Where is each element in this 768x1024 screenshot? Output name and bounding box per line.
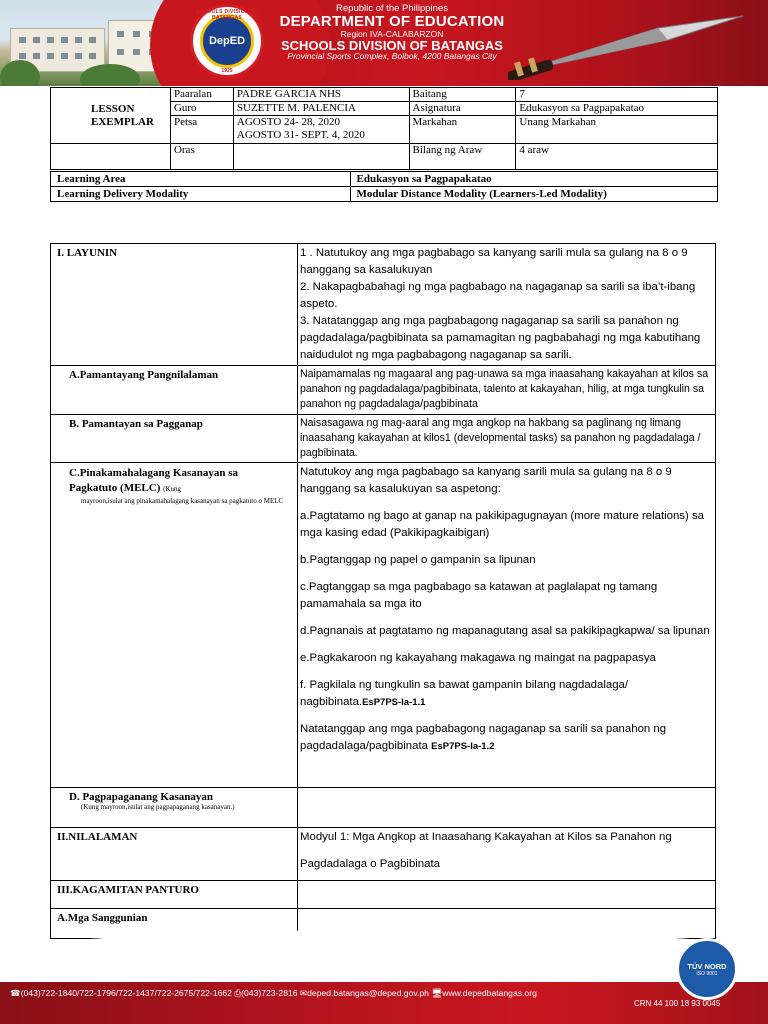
table-row	[51, 463, 716, 788]
tuv-nord-iso-badge	[676, 938, 738, 1000]
seal-year: 1925	[221, 68, 233, 74]
baitang-label: Baitang	[409, 88, 516, 102]
republic-text: Republic of the Philippines	[336, 3, 448, 14]
melc-item-f-text: f. Pagkilala ng tungkulin sa bawat gampanin bilang nagdadalaga/ nagbibinata.	[300, 679, 629, 708]
petsa-value	[233, 116, 409, 144]
footer-banner	[0, 930, 768, 1024]
melc-label: C.Pinakamahalagang Kasanayan sa Pagkatuto (MELC)	[69, 467, 239, 494]
division-title: SCHOOLS DIVISION OF BATANGAS	[281, 37, 503, 53]
melc-note: mayroon,isulat ang pinakamahalagang kasanayan sa pagkatuto o MELC	[81, 497, 284, 505]
melc-item-b: b.Pagtanggap ng papel o gampanin sa lipunan	[300, 554, 536, 566]
table-row	[51, 415, 716, 463]
melc-value	[298, 463, 716, 788]
layunin-item-3: 3. Natatanggap ang mga pagbabagong nagaganap sa sarili sa panahon ng pagdadalaga/pagbibinata sa pamamagitan ng pagbabahagi ng mga kabutihang naidudulot ng mga pagbabagong nagaganap sa sarili.	[300, 315, 701, 361]
melc-note-inline: (Kung	[163, 485, 181, 493]
tuv-badge-title: TÜV NORD	[687, 961, 727, 971]
learning-area-label: Learning Area	[51, 172, 351, 187]
header-text	[272, 4, 512, 61]
petsa-label: Petsa	[170, 116, 233, 144]
melc-intro: Natutukoy ang mga pagbabago sa kanyang sarili mula sa gulang na 8 o 9 hanggang sa kasalukuyan sa aspetong:	[300, 466, 672, 495]
melc-item-f	[300, 677, 713, 711]
markahan-value: Unang Markahan	[516, 116, 718, 144]
layunin-value	[298, 244, 716, 366]
table-row	[51, 881, 716, 909]
melc-code-1: EsP7PS-Ia-1.1	[362, 697, 426, 708]
division-address: Provincial Sports Complex, Bolbok, 4200 Batangas City	[287, 51, 497, 62]
crn-number: CRN 44 100 18 93 0045	[634, 999, 721, 1008]
melc-item-a: a.Pagtatamo ng bago at ganap na pakikipagugnayan (more mature relations) sa mga kasing edad (Pakikipagkaibigan)	[300, 510, 704, 539]
footer-contact-line: ☎(043)722-1840/722-1796/722-1437/722-2675/722-1662 ⎙(043)723-2816 ✉deped.batangas@deped.gov.ph 🖥www.depedbatangas.org	[10, 988, 537, 998]
nilalaman-line-2: Pagdadalaga o Pagbibinata	[300, 858, 440, 870]
asignatura-label: Asignatura	[409, 102, 516, 116]
pamantayang-pangnilalaman-label: A.Pamantayang Pangnilalaman	[51, 366, 298, 415]
asignatura-value: Edukasyon sa Pagpapakatao	[516, 102, 718, 116]
paaralan-label: Paaralan	[170, 88, 233, 102]
table-row	[51, 788, 716, 828]
table-row	[51, 366, 716, 415]
pagpapaganang-kasanayan-value	[298, 788, 716, 828]
pagpapaganang-kasanayan-label: D. Pagpapaganang Kasanayan	[69, 791, 213, 803]
oras-label: Oras	[170, 144, 233, 170]
nilalaman-line-1: Modyul 1: Mga Angkop at Inaasahang Kakayahan at Kilos sa Panahon ng	[300, 831, 672, 843]
melc-label-cell	[51, 463, 298, 788]
learning-area-value: Edukasyon sa Pagpapakatao	[350, 172, 717, 187]
delivery-modality-value: Modular Distance Modality (Learners-Led Modality)	[350, 187, 717, 202]
bolo-knife-icon	[508, 10, 748, 80]
layunin-item-1: 1 . Natutukoy ang mga pagbabago sa kanyang sarili mula sa gulang na 8 o 9 hanggang sa kasalukuyan	[300, 247, 688, 276]
layunin-label: I. LAYUNIN	[51, 244, 298, 366]
pamantayan-sa-pagganap-label: B. Pamantayan sa Pagganap	[51, 415, 298, 463]
region-text: Region IVA-CALABARZON	[340, 28, 444, 39]
seal-arc-text: SCHOOLS DIVISION OF BATANGAS	[195, 9, 259, 21]
mga-sanggunian-label: A.Mga Sanggunian	[51, 909, 298, 939]
petsa-value-line-2: AGOSTO 31- SEPT. 4, 2020	[236, 129, 365, 141]
bilang-ng-araw-label: Bilang ng Araw	[409, 144, 516, 170]
pamantayang-pangnilalaman-value: Naipamamalas ng magaaral ang pag-unawa sa mga inaasahang kakayahan at kilos sa panahon ng pagdadalaga/pagbibinata, talento at kakayahan, hilig, at mga tungkulin sa panahon ng pagdadalaga/pagbibinata	[298, 366, 716, 415]
table-row	[51, 244, 716, 366]
melc-item-c: c.Pagtanggap sa mga pagbabago sa katawan at paglalapat ng tamang pamamahala sa mga ito	[300, 581, 658, 610]
lesson-info-table	[50, 87, 718, 170]
pagpapaganang-kasanayan-cell	[51, 788, 298, 828]
tuv-badge-iso: ISO 9001	[696, 970, 718, 977]
oras-value	[233, 144, 409, 170]
department-title: DEPARTMENT OF EDUCATION	[279, 12, 505, 30]
delivery-modality-label: Learning Delivery Modality	[51, 187, 351, 202]
blank-cell	[51, 144, 171, 170]
bilang-ng-araw-value: 4 araw	[516, 144, 718, 170]
lesson-exemplar-title: LESSON EXEMPLAR	[51, 88, 171, 144]
learning-area-table	[50, 171, 718, 202]
pamantayan-sa-pagganap-value: Naisasagawa ng mag-aaral ang mga angkop na hakbang sa paglinang ng limang inaasahang kakayahan at kilos1 (developmental tasks) sa panahon ng pagdadalaga / pagbibinata.	[298, 415, 716, 463]
tree	[0, 60, 40, 86]
melc-item-e: e.Pagkakaroon ng kakayahang makagawa ng maingat na pagpapasya	[300, 652, 656, 664]
melc-code-2: EsP7PS-Ia-1.2	[431, 741, 495, 752]
tree	[80, 64, 140, 86]
melc-item-d: d.Pagnanais at pagtatamo ng mapanagutang asal sa pakikipagkapwa/ sa lipunan	[300, 625, 710, 637]
nilalaman-value	[298, 828, 716, 881]
layunin-item-2: 2. Nakapagbabahagi ng mga pagbabago na nagaganap sa sarili sa iba’t-ibang aspeto.	[300, 281, 696, 310]
header-banner	[0, 0, 768, 86]
melc-item-g	[300, 721, 713, 755]
lesson-plan-table	[50, 243, 716, 939]
deped-division-seal	[190, 4, 264, 78]
table-row	[51, 828, 716, 881]
baitang-value: 7	[516, 88, 718, 102]
kagamitan-panturo-value	[298, 881, 716, 909]
guro-value: SUZETTE M. PALENCIA	[233, 102, 409, 116]
petsa-value-line-1: AGOSTO 24- 28, 2020	[236, 116, 340, 128]
nilalaman-label: II.NILALAMAN	[51, 828, 298, 881]
markahan-label: Markahan	[409, 116, 516, 144]
seal-center: DepED	[200, 14, 254, 68]
kagamitan-panturo-label: III.KAGAMITAN PANTURO	[51, 881, 298, 909]
pagpapaganang-kasanayan-note: (Kung mayroon,isulat ang pagpapaganang kasanayan.)	[81, 803, 235, 811]
guro-label: Guro	[170, 102, 233, 116]
paaralan-value: PADRE GARCIA NHS	[233, 88, 409, 102]
melc-item-g-text: Natatanggap ang mga pagbabagong nagaganap sa sarili sa panahon ng pagdadalaga/pagbibinata	[300, 723, 667, 752]
